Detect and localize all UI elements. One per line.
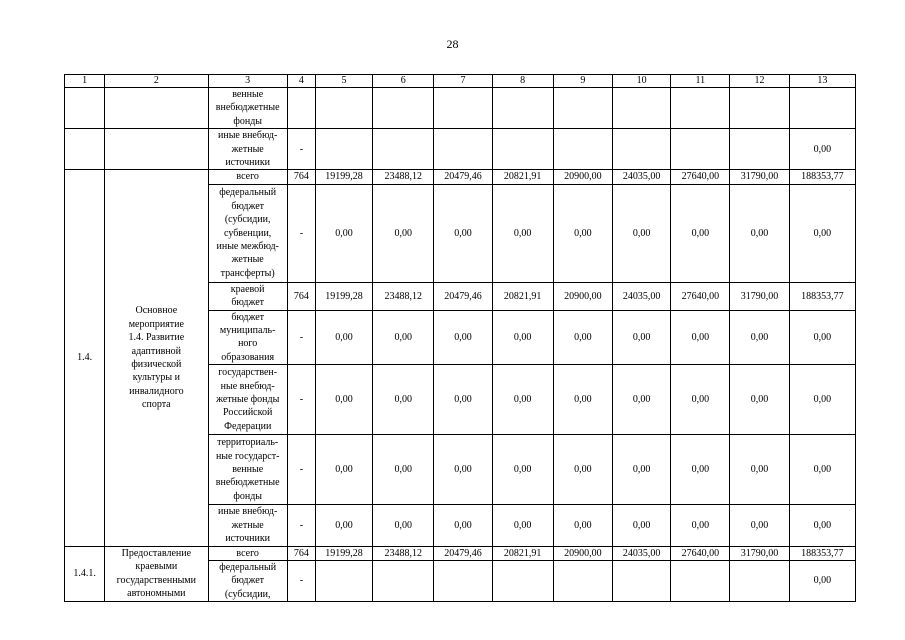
value-cell: 20821,91: [492, 170, 553, 184]
value-cell: 0,00: [613, 365, 671, 435]
total-cell: 0,00: [789, 129, 855, 170]
budget-table: [64, 74, 856, 602]
total-cell: 0,00: [789, 560, 855, 601]
total-cell: 0,00: [789, 505, 855, 546]
empty-cell: [492, 88, 553, 129]
col4-cell: -: [287, 184, 315, 282]
empty-cell: [671, 560, 730, 601]
value-cell: 0,00: [434, 365, 492, 435]
column-header: 13: [789, 75, 855, 88]
column-header: 4: [287, 75, 315, 88]
source-cell: иные внебюд- жетные источники: [208, 129, 287, 170]
empty-cell: [373, 88, 434, 129]
value-cell: 19199,28: [315, 282, 372, 310]
empty-cell: [613, 129, 671, 170]
value-cell: 0,00: [492, 365, 553, 435]
value-cell: 20821,91: [492, 546, 553, 560]
empty-cell: [789, 88, 855, 129]
value-cell: 24035,00: [613, 282, 671, 310]
total-cell: 188353,77: [789, 546, 855, 560]
value-cell: 20900,00: [553, 282, 612, 310]
value-cell: 0,00: [553, 505, 612, 546]
column-header: 1: [65, 75, 105, 88]
value-cell: 24035,00: [613, 170, 671, 184]
table-row: [65, 129, 856, 170]
value-cell: 0,00: [613, 184, 671, 282]
code-cell: 1.4.1.: [65, 546, 105, 602]
source-cell: иные внебюд- жетные источники: [208, 505, 287, 546]
value-cell: 0,00: [730, 184, 789, 282]
value-cell: 0,00: [671, 184, 730, 282]
section-1-4-1: [65, 546, 856, 602]
total-cell: 0,00: [789, 310, 855, 365]
page-number: 28: [446, 37, 459, 51]
value-cell: 0,00: [671, 435, 730, 505]
section-1-4: [65, 170, 856, 546]
value-cell: 0,00: [434, 184, 492, 282]
col4-cell: 764: [287, 282, 315, 310]
col4-cell: -: [287, 365, 315, 435]
value-cell: 19199,28: [315, 170, 372, 184]
empty-cell: [730, 560, 789, 601]
empty-cell: [315, 560, 372, 601]
value-cell: 0,00: [434, 310, 492, 365]
source-cell: краевой бюджет: [208, 282, 287, 310]
value-cell: 20900,00: [553, 170, 612, 184]
empty-cell: [373, 129, 434, 170]
column-header: 6: [373, 75, 434, 88]
value-cell: 24035,00: [613, 546, 671, 560]
empty-cell: [373, 560, 434, 601]
value-cell: 0,00: [730, 310, 789, 365]
empty-cell: [613, 560, 671, 601]
value-cell: 0,00: [315, 184, 372, 282]
empty-cell: [434, 129, 492, 170]
value-cell: 20821,91: [492, 282, 553, 310]
value-cell: 0,00: [373, 505, 434, 546]
value-cell: 0,00: [671, 310, 730, 365]
value-cell: 31790,00: [730, 170, 789, 184]
value-cell: 0,00: [730, 435, 789, 505]
table-row: [65, 546, 856, 560]
table-row: [65, 88, 856, 129]
total-cell: 0,00: [789, 184, 855, 282]
value-cell: 0,00: [613, 435, 671, 505]
name-cell: Предоставление краевыми государственными автономными: [105, 546, 208, 602]
empty-cell: [553, 88, 612, 129]
value-cell: 31790,00: [730, 546, 789, 560]
empty-cell: [492, 560, 553, 601]
code-cell: [65, 88, 105, 129]
value-cell: 27640,00: [671, 546, 730, 560]
value-cell: 0,00: [492, 184, 553, 282]
empty-cell: [553, 560, 612, 601]
empty-cell: [671, 88, 730, 129]
empty-cell: [730, 88, 789, 129]
value-cell: 0,00: [434, 505, 492, 546]
col4-cell: 764: [287, 170, 315, 184]
header-row: [65, 75, 856, 88]
value-cell: 27640,00: [671, 282, 730, 310]
value-cell: 0,00: [553, 310, 612, 365]
total-cell: 188353,77: [789, 170, 855, 184]
column-header: 3: [208, 75, 287, 88]
column-header: 8: [492, 75, 553, 88]
column-header: 5: [315, 75, 372, 88]
value-cell: 20479,46: [434, 546, 492, 560]
empty-cell: [671, 129, 730, 170]
column-header: 9: [553, 75, 612, 88]
value-cell: 0,00: [671, 365, 730, 435]
col4-cell: -: [287, 435, 315, 505]
column-header: 11: [671, 75, 730, 88]
value-cell: 0,00: [373, 184, 434, 282]
value-cell: 20479,46: [434, 170, 492, 184]
value-cell: 0,00: [553, 435, 612, 505]
col4-cell: -: [287, 310, 315, 365]
name-cell: [105, 129, 208, 170]
value-cell: 0,00: [730, 365, 789, 435]
column-header: 2: [105, 75, 208, 88]
value-cell: 0,00: [671, 505, 730, 546]
empty-cell: [730, 129, 789, 170]
name-cell: [105, 88, 208, 129]
value-cell: 0,00: [553, 184, 612, 282]
total-cell: 0,00: [789, 435, 855, 505]
column-header: 10: [613, 75, 671, 88]
value-cell: 0,00: [315, 435, 372, 505]
value-cell: 23488,12: [373, 282, 434, 310]
column-header: 12: [730, 75, 789, 88]
value-cell: 23488,12: [373, 546, 434, 560]
source-cell: территориаль- ные государст- венные внебюджетные фонды: [208, 435, 287, 505]
value-cell: 0,00: [492, 435, 553, 505]
value-cell: 20900,00: [553, 546, 612, 560]
value-cell: 0,00: [613, 310, 671, 365]
value-cell: 0,00: [553, 365, 612, 435]
value-cell: 0,00: [613, 505, 671, 546]
source-cell: федеральный бюджет (субсидии,: [208, 560, 287, 601]
value-cell: 19199,28: [315, 546, 372, 560]
value-cell: 20479,46: [434, 282, 492, 310]
value-cell: 0,00: [434, 435, 492, 505]
value-cell: 31790,00: [730, 282, 789, 310]
col4-cell: 764: [287, 546, 315, 560]
value-cell: 0,00: [315, 505, 372, 546]
name-cell: Основное мероприятие 1.4. Развитие адаптивной физической культуры и инвалидного спорта: [105, 170, 208, 546]
total-cell: 0,00: [789, 365, 855, 435]
value-cell: 0,00: [492, 310, 553, 365]
source-cell: венные внебюджетные фонды: [208, 88, 287, 129]
empty-cell: [315, 129, 372, 170]
source-cell: федеральный бюджет (субсидии, субвенции, иные межбюд- жетные трансферты): [208, 184, 287, 282]
table-row: [65, 170, 856, 184]
empty-cell: [492, 129, 553, 170]
empty-cell: [434, 560, 492, 601]
source-cell: всего: [208, 170, 287, 184]
column-header: 7: [434, 75, 492, 88]
col4-cell: -: [287, 505, 315, 546]
empty-cell: [434, 88, 492, 129]
value-cell: 0,00: [373, 435, 434, 505]
code-cell: [65, 129, 105, 170]
col4-cell: -: [287, 129, 315, 170]
value-cell: 23488,12: [373, 170, 434, 184]
value-cell: 0,00: [373, 365, 434, 435]
value-cell: 27640,00: [671, 170, 730, 184]
code-cell: 1.4.: [65, 170, 105, 546]
empty-cell: [315, 88, 372, 129]
empty-cell: [287, 88, 315, 129]
value-cell: 0,00: [492, 505, 553, 546]
value-cell: 0,00: [315, 310, 372, 365]
empty-cell: [553, 129, 612, 170]
col4-cell: -: [287, 560, 315, 601]
source-cell: бюджет муниципаль- ного образования: [208, 310, 287, 365]
value-cell: 0,00: [730, 505, 789, 546]
source-cell: всего: [208, 546, 287, 560]
total-cell: 188353,77: [789, 282, 855, 310]
value-cell: 0,00: [373, 310, 434, 365]
source-cell: государствен- ные внебюд- жетные фонды Российской Федерации: [208, 365, 287, 435]
value-cell: 0,00: [315, 365, 372, 435]
empty-cell: [613, 88, 671, 129]
